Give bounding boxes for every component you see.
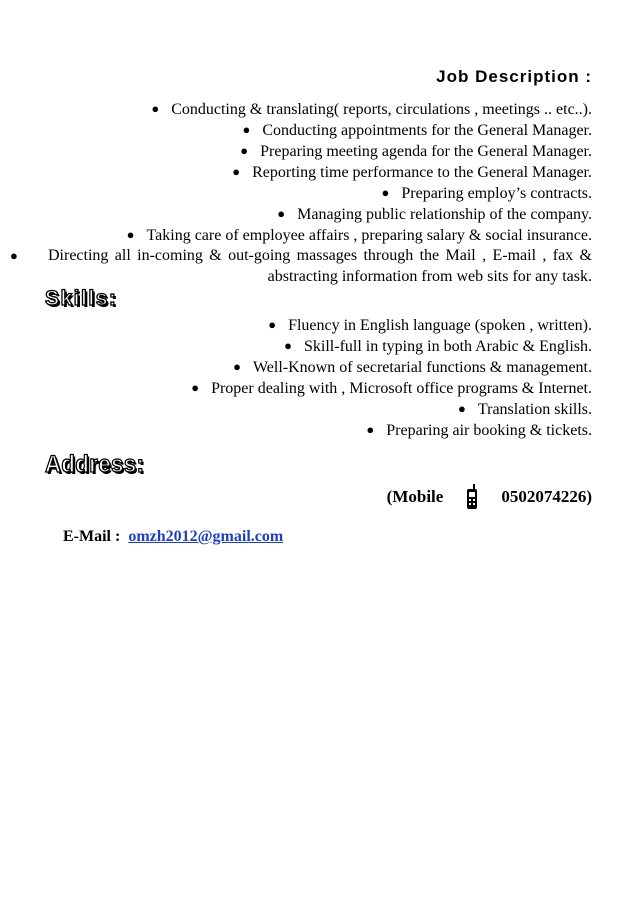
list-item: ● Well-Known of secretarial functions & management. — [233, 359, 592, 376]
mobile-phone-icon — [465, 484, 479, 510]
list-item: ● Taking care of employee affairs , preparing salary & social insurance. — [126, 227, 592, 244]
bullet-icon: ● — [191, 380, 200, 395]
list-item: ● Conducting & translating( reports, circulations , meetings .. etc..). — [151, 101, 592, 118]
list-item: ● Directing all in-coming & out-going massages through the Mail , E-mail , fax & abstracting information from web sits for any task. — [10, 247, 592, 285]
email-label: E-Mail : — [63, 528, 121, 545]
job-description-list — [10, 98, 592, 287]
bullet-icon: ● — [240, 143, 249, 158]
bullet-icon: ● — [242, 122, 251, 137]
list-item: ● Preparing meeting agenda for the General Manager. — [240, 143, 592, 160]
skills-list — [32, 314, 592, 440]
list-item: ● Conducting appointments for the General Manager. — [242, 122, 592, 139]
job-description-heading: Job Description : — [436, 67, 592, 86]
mobile-contact — [387, 484, 592, 510]
list-item: ● Skill-full in typing in both Arabic & English. — [284, 338, 592, 355]
mobile-label: (Mobile — [386, 487, 444, 506]
bullet-icon: ● — [268, 317, 277, 332]
list-item: ● Preparing employ’s contracts. — [381, 185, 592, 202]
bullet-icon: ● — [458, 401, 466, 416]
bullet-icon: ● — [232, 164, 241, 179]
bullet-icon: ● — [151, 101, 160, 116]
list-item: ● Reporting time performance to the General Manager. — [232, 164, 592, 181]
list-item: ● Fluency in English language (spoken , written). — [268, 317, 592, 334]
email-contact — [63, 528, 283, 546]
email-link[interactable]: omzh2012@gmail.com — [128, 528, 284, 545]
bullet-icon: ● — [284, 338, 292, 353]
bullet-icon: ● — [10, 248, 18, 263]
mobile-number: 0502074226) — [501, 487, 592, 506]
bullet-icon: ● — [277, 206, 286, 221]
bullet-icon: ● — [381, 185, 390, 200]
bullet-icon: ● — [126, 227, 135, 242]
skills-heading: Skills: — [45, 287, 118, 310]
address-heading: Address: — [45, 451, 145, 478]
bullet-icon: ● — [366, 422, 375, 437]
list-item: ● Preparing air booking & tickets. — [366, 422, 592, 439]
list-item: ● Translation skills. — [458, 401, 592, 418]
list-item: ● Proper dealing with , Microsoft office programs & Internet. — [191, 380, 592, 397]
bullet-icon: ● — [233, 359, 241, 374]
list-item: ● Managing public relationship of the company. — [277, 206, 592, 223]
